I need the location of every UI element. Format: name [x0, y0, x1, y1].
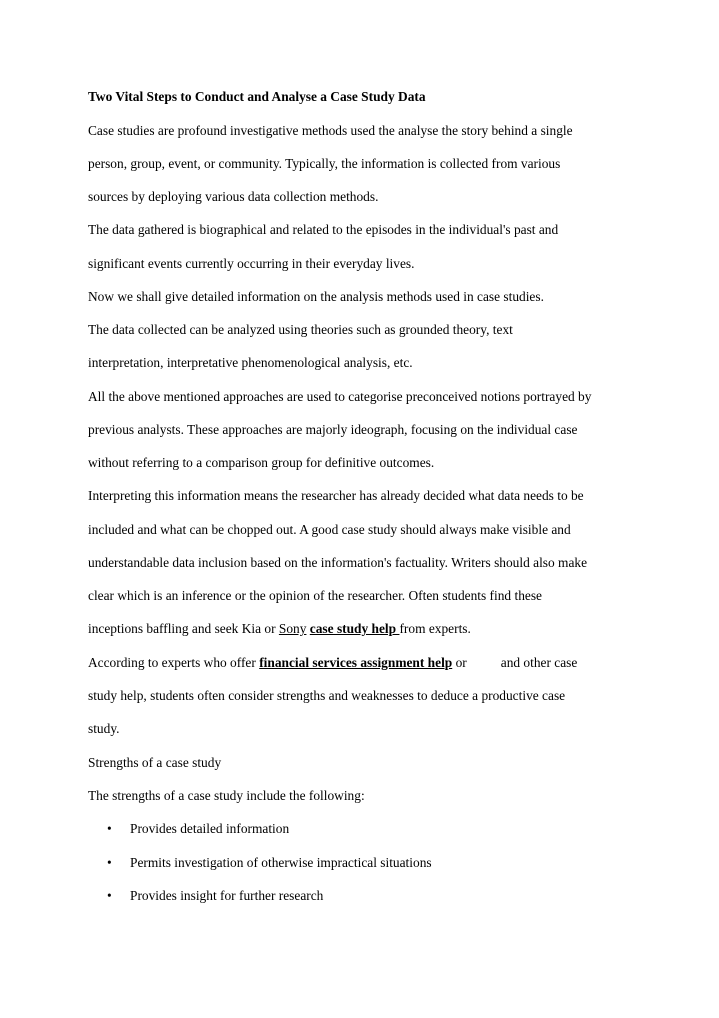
paragraph-line: The data gathered is biographical and related to the episodes in the individual's past and: [88, 222, 559, 237]
paragraph-line: The data collected can be analyzed using theories such as grounded theory, text: [88, 322, 513, 337]
line-text: or: [452, 655, 467, 670]
paragraph-line: Now we shall give detailed information on the analysis methods used in case studies.: [88, 289, 544, 304]
list-item-text: Provides insight for further research: [130, 888, 324, 903]
bullet-icon: •: [107, 821, 112, 836]
paragraph-line: understandable data inclusion based on the information's factuality. Writers should also make: [88, 555, 588, 570]
paragraph-line: interpretation, interpretative phenomenological analysis, etc.: [88, 355, 413, 370]
paragraph-line: without referring to a comparison group for definitive outcomes.: [88, 455, 435, 470]
sony-link[interactable]: Sony: [278, 621, 307, 636]
paragraph-line: study.: [88, 721, 120, 736]
paragraph-line: included and what can be chopped out. A good case study should always make visible and: [88, 522, 571, 537]
section-heading: Strengths of a case study: [88, 755, 222, 770]
paragraph-line: previous analysts. These approaches are majorly ideograph, focusing on the individual case: [88, 422, 578, 437]
paragraph-line: significant events currently occurring in their everyday lives.: [88, 256, 415, 271]
line-text: and other case: [500, 655, 578, 670]
bullet-icon: •: [107, 855, 112, 870]
case-study-help-link[interactable]: case study help: [309, 621, 400, 636]
paragraph-line: All the above mentioned approaches are used to categorise preconceived notions portrayed by: [88, 389, 592, 404]
paragraph-line: Case studies are profound investigative methods used the analyse the story behind a single: [88, 123, 573, 138]
paragraph-line-with-links: [88, 655, 577, 671]
paragraph-line: sources by deploying various data collection methods.: [88, 189, 379, 204]
bullet-icon: •: [107, 888, 112, 903]
paragraph-line: study help, students often consider strengths and weaknesses to deduce a productive case: [88, 688, 566, 703]
line-text: inceptions baffling and seek Kia or: [88, 621, 279, 636]
document-title: Two Vital Steps to Conduct and Analyse a Case Study Data: [88, 89, 426, 104]
paragraph-line: clear which is an inference or the opinion of the researcher. Often students find these: [88, 588, 542, 603]
list-item-text: Permits investigation of otherwise impractical situations: [130, 855, 432, 870]
paragraph-line: person, group, event, or community. Typically, the information is collected from various: [88, 156, 561, 171]
paragraph-line: The strengths of a case study include the following:: [88, 788, 365, 803]
line-text: from experts.: [399, 621, 471, 636]
line-text: According to experts who offer: [88, 655, 260, 670]
paragraph-line: Interpreting this information means the researcher has already decided what data needs to be: [88, 488, 584, 503]
list-item-text: Provides detailed information: [130, 821, 290, 836]
financial-services-assignment-help-link[interactable]: financial services assignment help: [259, 655, 453, 670]
paragraph-line-with-links: [88, 621, 471, 637]
